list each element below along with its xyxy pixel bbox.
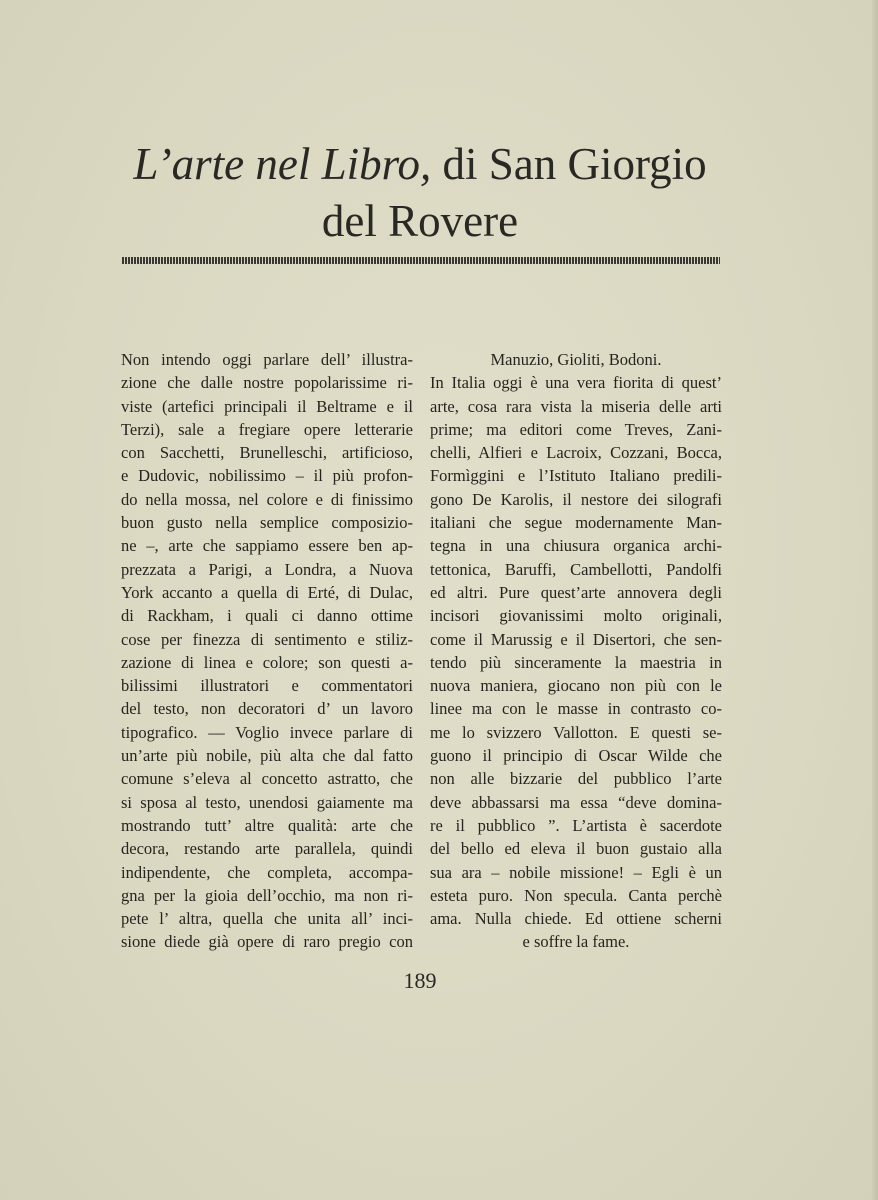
text-line: sua ara – nobile missione! – Egli è un (430, 862, 722, 882)
text-line: mostrando tutt’ altre qualità: arte che (121, 815, 413, 835)
text-line: incisori giovanissimi molto originali, (430, 606, 722, 626)
text-line: tettonica, Baruffi, Cambellotti, Pandolfi (430, 559, 722, 579)
text-line: chelli, Alfieri e Lacroix, Cozzani, Bocca, (430, 443, 722, 463)
text-line: zazione di linea e colore; son questi a- (121, 652, 413, 672)
text-line: tipografico. — Voglio invece parlare di (121, 722, 413, 742)
text-line: esteta puro. Non specula. Canta perchè (430, 885, 722, 905)
text-line: e soffre la fame. (522, 932, 630, 952)
text-line: un’arte più nobile, più alta che dal fatto (121, 746, 413, 766)
text-line: gna per la gioia dell’occhio, ma non ri- (121, 885, 413, 905)
text-line: pete l’ altra, quella che unita all’ inci- (121, 909, 413, 929)
text-line: Manuzio, Gioliti, Bodoni. (490, 350, 662, 369)
text-line: Formìggini e l’Istituto Italiano predili- (430, 466, 722, 486)
text-line: del bello ed eleva il buon gustaio alla (430, 839, 722, 859)
text-line: comune s’eleva al concetto astratto, che (121, 769, 413, 789)
text-line: Non intendo oggi parlare dell’ illustra- (121, 350, 413, 369)
text-line: indipendente, che completa, accompa- (121, 862, 413, 882)
text-line: prime; ma editori come Treves, Zani- (430, 419, 722, 439)
title-italic-part: L’arte nel Libro, (133, 139, 432, 189)
right-column (430, 348, 722, 954)
text-line: prezzata a Parigi, a Londra, a Nuova (121, 559, 413, 579)
text-line: ed altri. Pure quest’arte annovera degli (430, 582, 722, 602)
title-rest: di San Giorgio (431, 139, 707, 189)
text-line: del testo, non decoratori d’ un lavoro (121, 699, 413, 719)
text-line: York accanto a quella di Erté, di Dulac, (121, 582, 413, 602)
text-line: gono De Karolis, il nestore dei silografi (430, 489, 722, 509)
text-line: nuova maniera, giocano non più con le (430, 676, 722, 696)
page-edge (872, 0, 878, 1200)
text-line: guono il principio di Oscar Wilde che (430, 746, 722, 766)
left-column (121, 348, 413, 954)
text-line: decora, restando arte parallela, quindi (121, 839, 413, 859)
text-line: me lo svizzero Vallotton. E questi se- (430, 722, 722, 742)
text-line: tegna in una chiusura organica archi- (430, 536, 722, 556)
text-line: di Rackham, i quali ci danno ottime (121, 606, 413, 626)
text-line: deve abbassarsi ma essa “deve domina- (430, 792, 722, 812)
text-line: Terzi), sale a fregiare opere letterarie (121, 419, 413, 439)
text-line: come il Marussig e il Disertori, che sen- (430, 629, 722, 649)
text-line: ne –, arte che sappiamo essere ben ap- (121, 536, 413, 556)
text-line: linee ma con le masse in contrasto co- (430, 699, 722, 719)
text-line: sione diede già opere di raro pregio con (121, 932, 413, 952)
title-divider (122, 257, 720, 264)
text-line: cose per finezza di sentimento e stiliz- (121, 629, 413, 649)
page-title (100, 136, 740, 250)
text-line: tendo più sinceramente la maestria in (430, 652, 722, 672)
text-line: In Italia oggi è una vera fiorita di quest’ (430, 373, 722, 393)
text-line: e Dudovic, nobilissimo – il più profon- (121, 466, 413, 486)
text-line: ama. Nulla chiede. Ed ottiene scherni (430, 909, 722, 929)
text-line: viste (artefici principali il Beltrame e il (121, 396, 413, 416)
text-line: zione che dalle nostre popolarissime ri- (121, 373, 413, 393)
text-line: re il pubblico ”. L’artista è sacerdote (430, 815, 722, 835)
title-line-2: del Rovere (321, 196, 519, 246)
page-number: 189 (403, 968, 437, 993)
text-line: buon gusto nella semplice composizio- (121, 513, 413, 533)
text-line: arte, cosa rara vista la miseria delle arti (430, 396, 722, 416)
text-line: bilissimi illustratori e commentatori (121, 676, 413, 696)
text-line: non alle bizzarie del pubblico l’arte (430, 769, 722, 789)
text-line: con Sacchetti, Brunelleschi, artificioso, (121, 443, 413, 463)
text-line: do nella mossa, nel colore e di finissimo (121, 489, 413, 509)
text-line: italiani che segue modernamente Man- (430, 513, 722, 533)
text-line: si sposa al testo, unendosi gaiamente ma (121, 792, 413, 812)
